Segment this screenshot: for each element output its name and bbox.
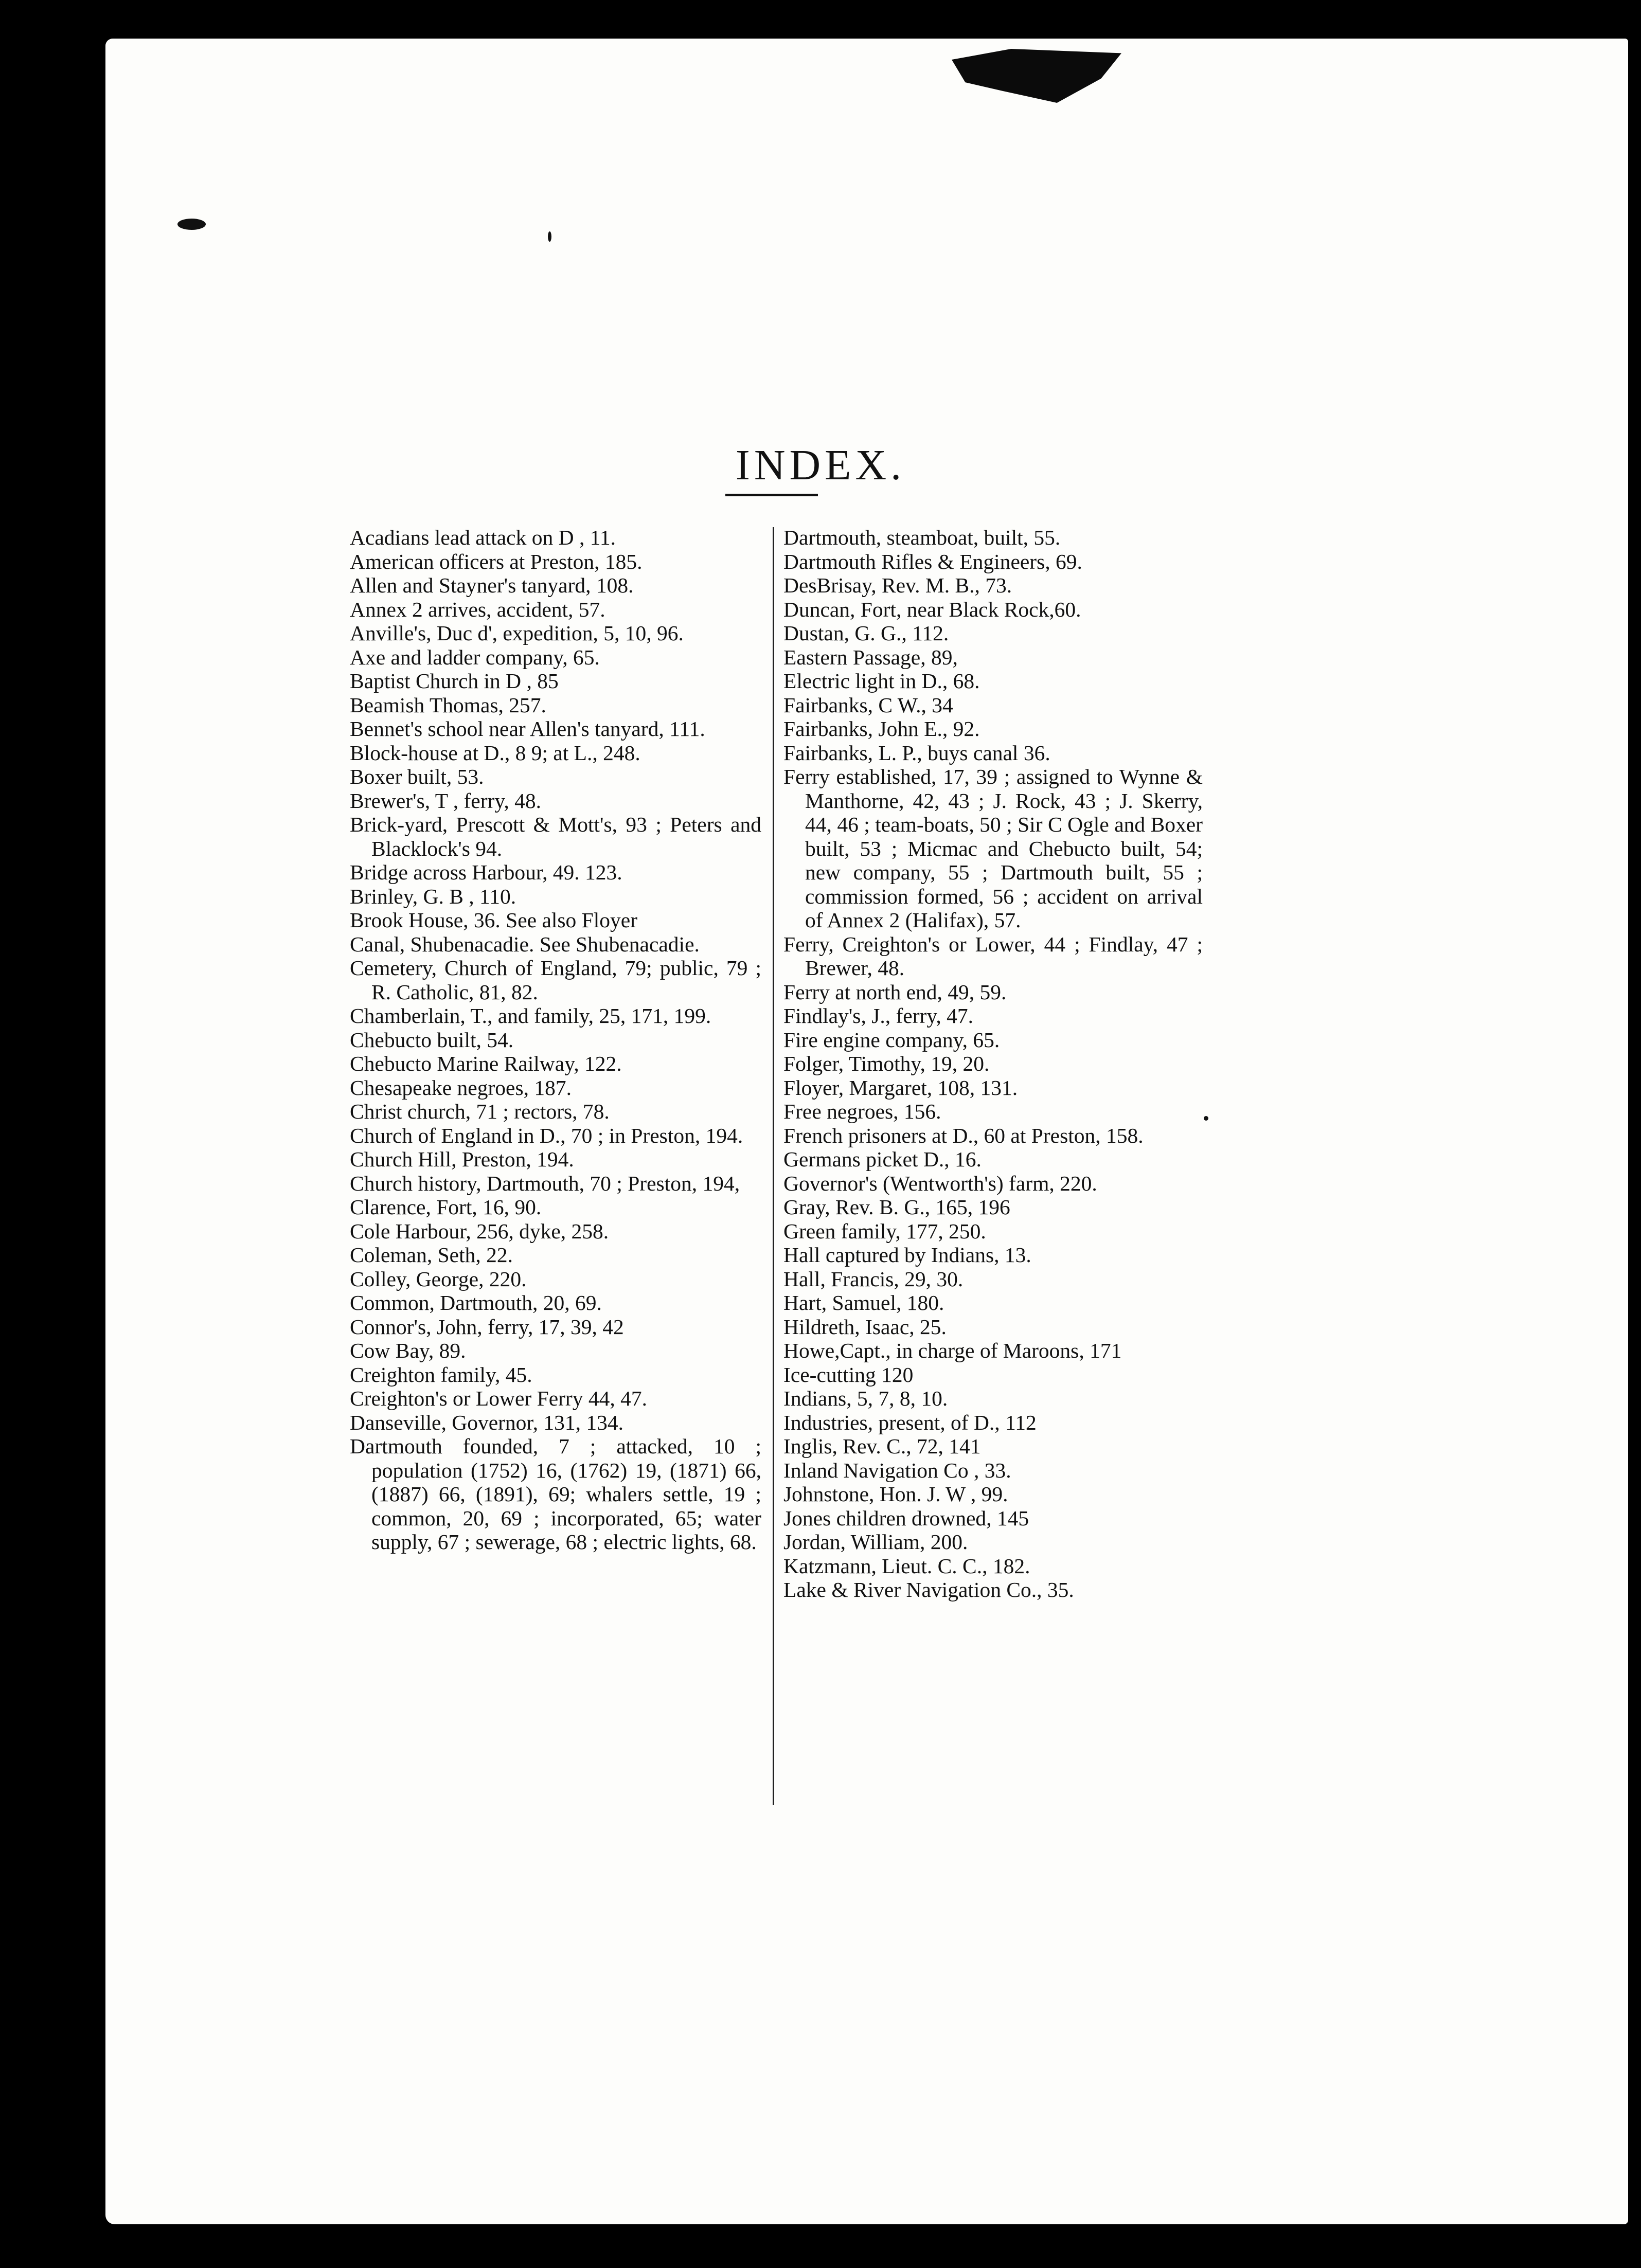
index-entry: Brook House, 36. See also Floyer bbox=[350, 908, 638, 932]
index-entry: Eastern Passage, 89, bbox=[783, 645, 958, 669]
index-entry: Boxer built, 53. bbox=[350, 765, 484, 788]
index-entry: Baptist Church in D , 85 bbox=[350, 669, 559, 693]
scan-left-margin bbox=[0, 0, 105, 2268]
index-entry: Creighton's or Lower Ferry 44, 47. bbox=[350, 1387, 648, 1410]
index-entry: Dartmouth founded, 7 ; attacked, 10 ; population (1752) 16, (1762) 19, (1871) 66, (1887) 66, (1891), 69; whalers settle, 19 ; common, 20, 69 ; incorporated, 65; water supply, 67 ; sewerage, 68 ; electric lights, 68. bbox=[350, 1434, 761, 1554]
index-entry: Cole Harbour, 256, dyke, 258. bbox=[350, 1219, 609, 1243]
column-divider bbox=[773, 527, 774, 1805]
index-entry: Inland Navigation Co , 33. bbox=[783, 1458, 1011, 1482]
index-entry: Clarence, Fort, 16, 90. bbox=[350, 1195, 542, 1219]
index-column-left bbox=[350, 526, 761, 1554]
index-entry: Ferry, Creighton's or Lower, 44 ; Findlay, 47 ; Brewer, 48. bbox=[783, 932, 1203, 980]
index-entry: Church of England in D., 70 ; in Preston, 194. bbox=[350, 1123, 743, 1147]
index-entry: Chesapeake negroes, 187. bbox=[350, 1075, 572, 1100]
index-entry: Fairbanks, L. P., buys canal 36. bbox=[783, 741, 1050, 765]
index-entry: Industries, present, of D., 112 bbox=[783, 1410, 1037, 1434]
index-entry: Acadians lead attack on D , 11. bbox=[350, 526, 616, 549]
index-entry: Church history, Dartmouth, 70 ; Preston, 194, bbox=[350, 1171, 740, 1195]
index-entry: Brewer's, T , ferry, 48. bbox=[350, 788, 542, 813]
index-entry: Dartmouth, steamboat, built, 55. bbox=[783, 526, 1061, 549]
index-entry: Indians, 5, 7, 8, 10. bbox=[783, 1387, 948, 1410]
ink-speck bbox=[548, 231, 551, 242]
index-entry: Connor's, John, ferry, 17, 39, 42 bbox=[350, 1315, 624, 1339]
index-entry: Chamberlain, T., and family, 25, 171, 199. bbox=[350, 1004, 711, 1028]
index-entry: Allen and Stayner's tanyard, 108. bbox=[350, 573, 634, 597]
index-entry: Brinley, G. B , 110. bbox=[350, 884, 516, 908]
index-entry: Colley, George, 220. bbox=[350, 1267, 527, 1291]
index-entry: Hildreth, Isaac, 25. bbox=[783, 1315, 947, 1339]
index-entry: Dartmouth Rifles & Engineers, 69. bbox=[783, 549, 1082, 573]
index-entry: Block-house at D., 8 9; at L., 248. bbox=[350, 741, 640, 765]
index-entry: Hall captured by Indians, 13. bbox=[783, 1243, 1031, 1267]
index-entry: Bennet's school near Allen's tanyard, 111. bbox=[350, 717, 705, 741]
index-entry: Chebucto Marine Railway, 122. bbox=[350, 1052, 622, 1075]
index-entry: Jordan, William, 200. bbox=[783, 1530, 968, 1554]
index-entry: Floyer, Margaret, 108, 131. bbox=[783, 1075, 1018, 1100]
index-entry: Free negroes, 156. bbox=[783, 1100, 941, 1123]
index-column-right bbox=[783, 526, 1203, 1602]
index-entry: Annex 2 arrives, accident, 57. bbox=[350, 597, 605, 621]
index-entry: American officers at Preston, 185. bbox=[350, 549, 643, 573]
page-title: INDEX. bbox=[735, 441, 906, 490]
index-entry: Governor's (Wentworth's) farm, 220. bbox=[783, 1171, 1097, 1195]
index-entry: Ice-cutting 120 bbox=[783, 1362, 914, 1387]
ink-speck bbox=[1204, 1116, 1208, 1121]
index-entry: Axe and ladder company, 65. bbox=[350, 645, 600, 669]
index-entry: Bridge across Harbour, 49. 123. bbox=[350, 860, 622, 884]
index-entry: French prisoners at D., 60 at Preston, 158. bbox=[783, 1123, 1144, 1147]
index-entry: Hall, Francis, 29, 30. bbox=[783, 1267, 964, 1291]
index-entry: Common, Dartmouth, 20, 69. bbox=[350, 1291, 602, 1315]
index-entry: Creighton family, 45. bbox=[350, 1362, 532, 1387]
index-entry: Hart, Samuel, 180. bbox=[783, 1291, 944, 1315]
index-entry: Katzmann, Lieut. C. C., 182. bbox=[783, 1554, 1030, 1578]
index-entry: Chebucto built, 54. bbox=[350, 1028, 514, 1052]
index-entry: Electric light in D., 68. bbox=[783, 669, 980, 693]
index-entry: Cemetery, Church of England, 79; public, 79 ; R. Catholic, 81, 82. bbox=[350, 956, 761, 1004]
index-entry: Ferry established, 17, 39 ; assigned to Wynne & Manthorne, 42, 43 ; J. Rock, 43 ; J. Skerry, 44, 46 ; team-boats, 50 ; Sir C Ogle and Boxer built, 53 ; Micmac and Chebucto built, 54; new company, 55 ; Dartmouth built, 55 ; commission formed, 56 ; accident on arrival of Annex 2 (Halifax), 57. bbox=[783, 765, 1203, 932]
index-entry: Johnstone, Hon. J. W , 99. bbox=[783, 1482, 1008, 1506]
index-entry: Lake & River Navigation Co., 35. bbox=[783, 1578, 1074, 1601]
index-entry: Danseville, Governor, 131, 134. bbox=[350, 1410, 623, 1434]
title-rule bbox=[725, 494, 818, 496]
index-entry: Howe,Capt., in charge of Maroons, 171 bbox=[783, 1339, 1122, 1362]
index-entry: Cow Bay, 89. bbox=[350, 1339, 466, 1362]
index-entry: Fairbanks, John E., 92. bbox=[783, 717, 980, 741]
index-entry: Beamish Thomas, 257. bbox=[350, 693, 546, 717]
index-entry: Anville's, Duc d', expedition, 5, 10, 96. bbox=[350, 621, 684, 645]
index-entry: Ferry at north end, 49, 59. bbox=[783, 980, 1007, 1004]
index-entry: Duncan, Fort, near Black Rock,60. bbox=[783, 597, 1081, 621]
index-entry: Dustan, G. G., 112. bbox=[783, 621, 949, 645]
index-entry: Inglis, Rev. C., 72, 141 bbox=[783, 1434, 981, 1458]
index-entry: Coleman, Seth, 22. bbox=[350, 1243, 513, 1267]
index-entry: Green family, 177, 250. bbox=[783, 1219, 986, 1243]
index-entry: Folger, Timothy, 19, 20. bbox=[783, 1052, 990, 1075]
index-entry: Christ church, 71 ; rectors, 78. bbox=[350, 1100, 610, 1123]
index-entry: Church Hill, Preston, 194. bbox=[350, 1147, 574, 1171]
index-entry: Canal, Shubenacadie. See Shubenacadie. bbox=[350, 932, 700, 956]
index-entry: Findlay's, J., ferry, 47. bbox=[783, 1004, 974, 1028]
index-entry: Fire engine company, 65. bbox=[783, 1028, 1000, 1052]
index-entry: Jones children drowned, 145 bbox=[783, 1506, 1029, 1530]
index-entry: Gray, Rev. B. G., 165, 196 bbox=[783, 1195, 1010, 1219]
index-entry: DesBrisay, Rev. M. B., 73. bbox=[783, 573, 1012, 597]
index-entry: Germans picket D., 16. bbox=[783, 1147, 982, 1171]
ink-speck bbox=[177, 219, 206, 230]
index-entry: Fairbanks, C W., 34 bbox=[783, 693, 953, 717]
index-entry: Brick-yard, Prescott & Mott's, 93 ; Peters and Blacklock's 94. bbox=[350, 813, 761, 860]
